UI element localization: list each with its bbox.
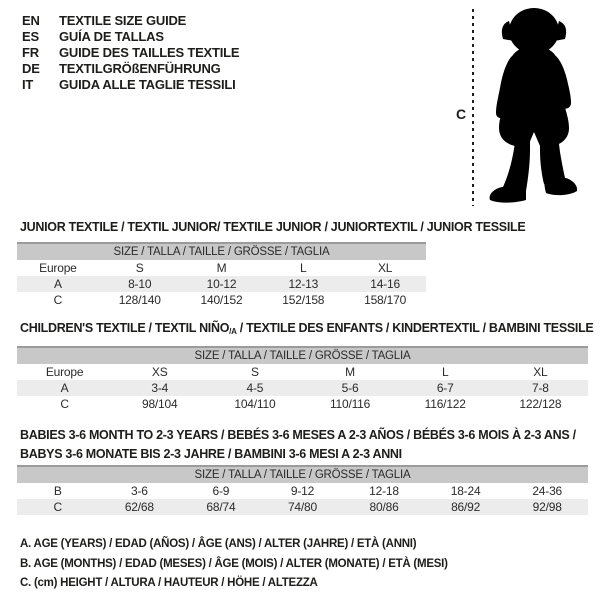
cell: 86/92 [425, 499, 507, 515]
row-label: C [53, 293, 63, 307]
title-subscript: /A [229, 327, 237, 336]
cell: 8-10 [99, 276, 181, 292]
table-row-europe [17, 260, 426, 276]
cell: 80/86 [343, 499, 425, 515]
row-label: C [17, 499, 99, 515]
language-title: GUÍA DE TALLAS [59, 29, 164, 44]
cell: 74/80 [262, 499, 344, 515]
table-row-c [17, 292, 426, 308]
footnote-b: B. AGE (MONTHS) / EDAD (MESES) / ÂGE (MOIS) / ALTER (MONATE) / ETÀ (MESI) [20, 557, 448, 570]
cell: 110/116 [329, 397, 371, 411]
size-header-bar: SIZE / TALLA / TAILLE / GRÖSSE / TAGLIA [17, 243, 426, 260]
cell: 92/98 [506, 499, 588, 515]
cell: M [345, 365, 355, 379]
cell: 122/128 [519, 397, 562, 411]
table-row-europe [17, 364, 588, 380]
size-header-row [17, 347, 588, 364]
children-section-title [20, 319, 593, 341]
size-header-row [17, 243, 426, 260]
list-item [22, 45, 239, 61]
title-line-1: BABIES 3-6 MONTH TO 2-3 YEARS / BEBÉS 3-6 MESES A 2-3 AÑOS / BÉBÉS 3-6 MOIS À 2-3 ANS / [20, 428, 576, 442]
cell: 116/122 [424, 397, 466, 411]
cell: 10-12 [181, 276, 263, 292]
cell: 158/170 [364, 293, 407, 307]
title-text: CHILDREN'S TEXTILE / TEXTIL NIÑO [20, 321, 230, 335]
children-size-table [17, 346, 588, 412]
cell: 3-6 [130, 484, 148, 498]
cell: L [441, 365, 449, 379]
cell: XL [533, 365, 548, 379]
language-title: TEXTILE SIZE GUIDE [59, 13, 187, 28]
cell: XL [377, 261, 393, 275]
row-label: C [60, 397, 69, 411]
language-code: DE [22, 61, 40, 76]
language-title: GUIDA ALLE TAGLIE TESSILI [59, 77, 236, 92]
language-code: FR [22, 45, 39, 60]
language-code: ES [22, 29, 39, 44]
cell: L [300, 261, 307, 275]
cell: 4-5 [207, 380, 302, 396]
babies-size-table [17, 465, 588, 515]
row-label: A [17, 276, 99, 292]
cell: 68/74 [180, 499, 262, 515]
list-item [22, 61, 239, 77]
cell: S [135, 261, 144, 275]
table-row-b [17, 483, 588, 499]
table-row-c [17, 396, 588, 412]
cell: 152/158 [282, 293, 325, 307]
cell: 98/104 [141, 397, 178, 411]
row-label: B [53, 484, 62, 498]
size-header-row [17, 466, 588, 483]
footnote-c: C. (cm) HEIGHT / ALTURA / HAUTEUR / HÖHE / ALTEZZA [20, 577, 318, 589]
footnote-a: A. AGE (YEARS) / EDAD (AÑOS) / ÂGE (ANS) / ALTER (JAHRE) / ETÀ (ANNI) [20, 538, 417, 550]
title-text: / TEXTILE DES ENFANTS / KINDERTEXTIL / BAMBINI TESSILE [236, 321, 594, 335]
cell: 18-24 [450, 484, 481, 498]
language-title: GUIDE DES TAILLES TEXTILE [59, 45, 240, 60]
cell: 104/110 [234, 397, 276, 411]
size-header-bar: SIZE / TALLA / TAILLE / GRÖSSE / TAGLIA [17, 347, 588, 364]
cell: 6-7 [398, 380, 493, 396]
junior-section-title: JUNIOR TEXTILE / TEXTIL JUNIOR/ TEXTILE JUNIOR / JUNIORTEXTIL / JUNIOR TESSILE [20, 220, 526, 234]
cell: 3-4 [112, 380, 207, 396]
list-item [22, 29, 239, 45]
cell: 140/152 [200, 293, 243, 307]
language-title: TEXTILGRÖßENFÜHRUNG [59, 61, 221, 76]
cell: XS [151, 365, 168, 379]
babies-section-title [20, 426, 576, 464]
cell: 12-13 [262, 276, 344, 292]
language-list [22, 13, 239, 93]
language-code: IT [22, 77, 34, 92]
cell: M [216, 261, 227, 275]
table-row-a [17, 380, 588, 396]
junior-size-table [17, 242, 426, 308]
size-header-bar: SIZE / TALLA / TAILLE / GRÖSSE / TAGLIA [17, 466, 588, 483]
cell: 9-12 [290, 484, 315, 498]
row-label: Europe [39, 261, 77, 275]
toddler-silhouette-icon [481, 6, 587, 208]
title-line-2: BABYS 3-6 MONATE BIS 2-3 JAHRE / BAMBINI 3-6 MESI A 2-3 ANNI [20, 447, 402, 461]
list-item [22, 77, 239, 93]
cell: S [250, 365, 259, 379]
language-code: EN [22, 13, 40, 28]
cell: 7-8 [493, 380, 588, 396]
table-row-c [17, 499, 588, 515]
footnotes [20, 535, 448, 594]
height-measure-label: C [456, 106, 467, 122]
list-item [22, 13, 239, 29]
row-label: A [17, 380, 112, 396]
cell: 62/68 [99, 499, 181, 515]
cell: 128/140 [118, 293, 161, 307]
table-row-a [17, 276, 426, 292]
cell: 24-36 [532, 484, 563, 498]
cell: 5-6 [302, 380, 397, 396]
row-label: Europe [45, 365, 84, 379]
cell: 12-18 [369, 484, 399, 498]
height-measure-dotted-line [472, 9, 474, 206]
cell: 14-16 [344, 276, 426, 292]
cell: 6-9 [212, 484, 230, 498]
